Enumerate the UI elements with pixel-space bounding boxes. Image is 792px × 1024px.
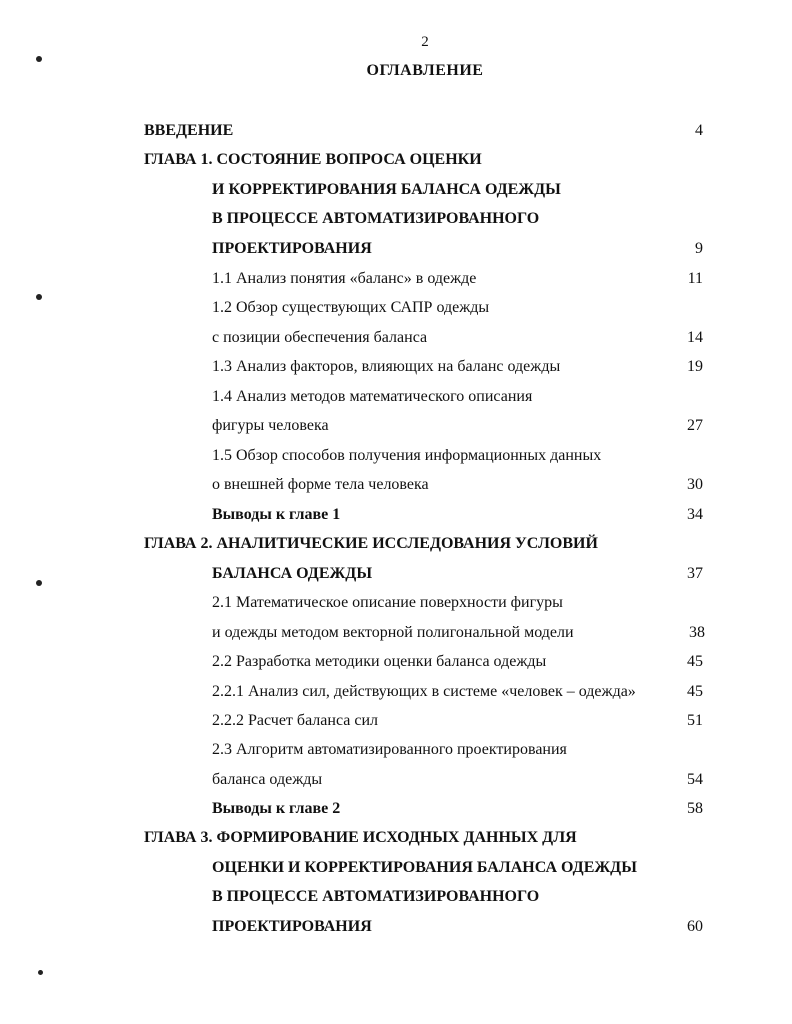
toc-ch1-conclusion-page: 34 [687,506,703,523]
toc-entry: фигуры человека [212,417,329,434]
toc-ch1-title: ГЛАВА 1. СОСТОЯНИЕ ВОПРОСА ОЦЕНКИ [144,151,482,168]
toc-ch1-conclusion: Выводы к главе 1 [212,506,341,523]
toc-entry: 2.2.2 Расчет баланса сил [212,712,378,729]
toc-ch3-title: ПРОЕКТИРОВАНИЯ [212,918,372,935]
toc-entry-page: 27 [687,417,703,434]
toc-entry: с позиции обеспечения баланса [212,329,428,346]
toc-ch1-page: 9 [695,240,703,257]
toc-intro: ВВЕДЕНИЕ [144,122,234,139]
toc-ch2-page: 37 [687,565,703,582]
page-number: 2 [421,34,429,50]
toc-entry-page: 30 [687,476,703,493]
toc-entry-page: 54 [687,771,703,788]
toc-ch2-conclusion: Выводы к главе 2 [212,800,341,817]
toc-ch3-page: 60 [687,918,703,935]
toc-entry: 2.3 Алгоритм автоматизированного проектирования [212,741,567,758]
toc-entry-page: 11 [687,270,703,287]
toc-ch3-title: ГЛАВА 3. ФОРМИРОВАНИЕ ИСХОДНЫХ ДАННЫХ ДЛЯ [144,829,577,846]
binder-hole-mark [36,294,42,300]
toc-entry-page: 19 [687,358,703,375]
toc-entry-page: 38 [689,624,705,641]
binder-hole-mark [38,970,43,975]
toc-entry: 1.5 Обзор способов получения информационных данных [212,447,602,464]
toc-entry-page: 45 [687,653,703,670]
toc-ch3-title: В ПРОЦЕССЕ АВТОМАТИЗИРОВАННОГО [212,888,540,905]
toc-entry: 2.2 Разработка методики оценки баланса одежды [212,653,547,670]
toc-entry: 1.3 Анализ факторов, влияющих на баланс одежды [212,358,561,375]
toc-ch1-title: ПРОЕКТИРОВАНИЯ [212,240,372,257]
toc-entry: 2.1 Математическое описание поверхности фигуры [212,594,563,611]
toc-entry: и одежды методом векторной полигональной модели [212,624,574,641]
toc-ch2-title: ГЛАВА 2. АНАЛИТИЧЕСКИЕ ИССЛЕДОВАНИЯ УСЛОВИЙ [144,535,598,552]
toc-entry-page: 45 [687,683,703,700]
page-title: ОГЛАВЛЕНИЕ [366,62,484,79]
toc-entry: 1.4 Анализ методов математического описания [212,388,533,405]
toc-entry-page: 51 [687,712,703,729]
toc-ch1-title: В ПРОЦЕССЕ АВТОМАТИЗИРОВАННОГО [212,210,540,227]
toc-intro-page: 4 [695,122,703,139]
toc-entry: 1.1 Анализ понятия «баланс» в одежде [212,270,477,287]
toc-entry: баланса одежды [212,771,323,788]
binder-hole-mark [36,580,42,586]
toc-entry: 2.2.1 Анализ сил, действующих в системе «человек – одежда» [212,683,636,700]
toc-ch3-title: ОЦЕНКИ И КОРРЕКТИРОВАНИЯ БАЛАНСА ОДЕЖДЫ [212,859,637,876]
toc-ch2-conclusion-page: 58 [687,800,703,817]
toc-entry-page: 14 [687,329,703,346]
toc-ch1-title: И КОРРЕКТИРОВАНИЯ БАЛАНСА ОДЕЖДЫ [212,181,561,198]
toc-entry: о внешней форме тела человека [212,476,429,493]
toc-entry: 1.2 Обзор существующих САПР одежды [212,299,490,316]
toc-ch2-title: БАЛАНСА ОДЕЖДЫ [212,565,373,582]
